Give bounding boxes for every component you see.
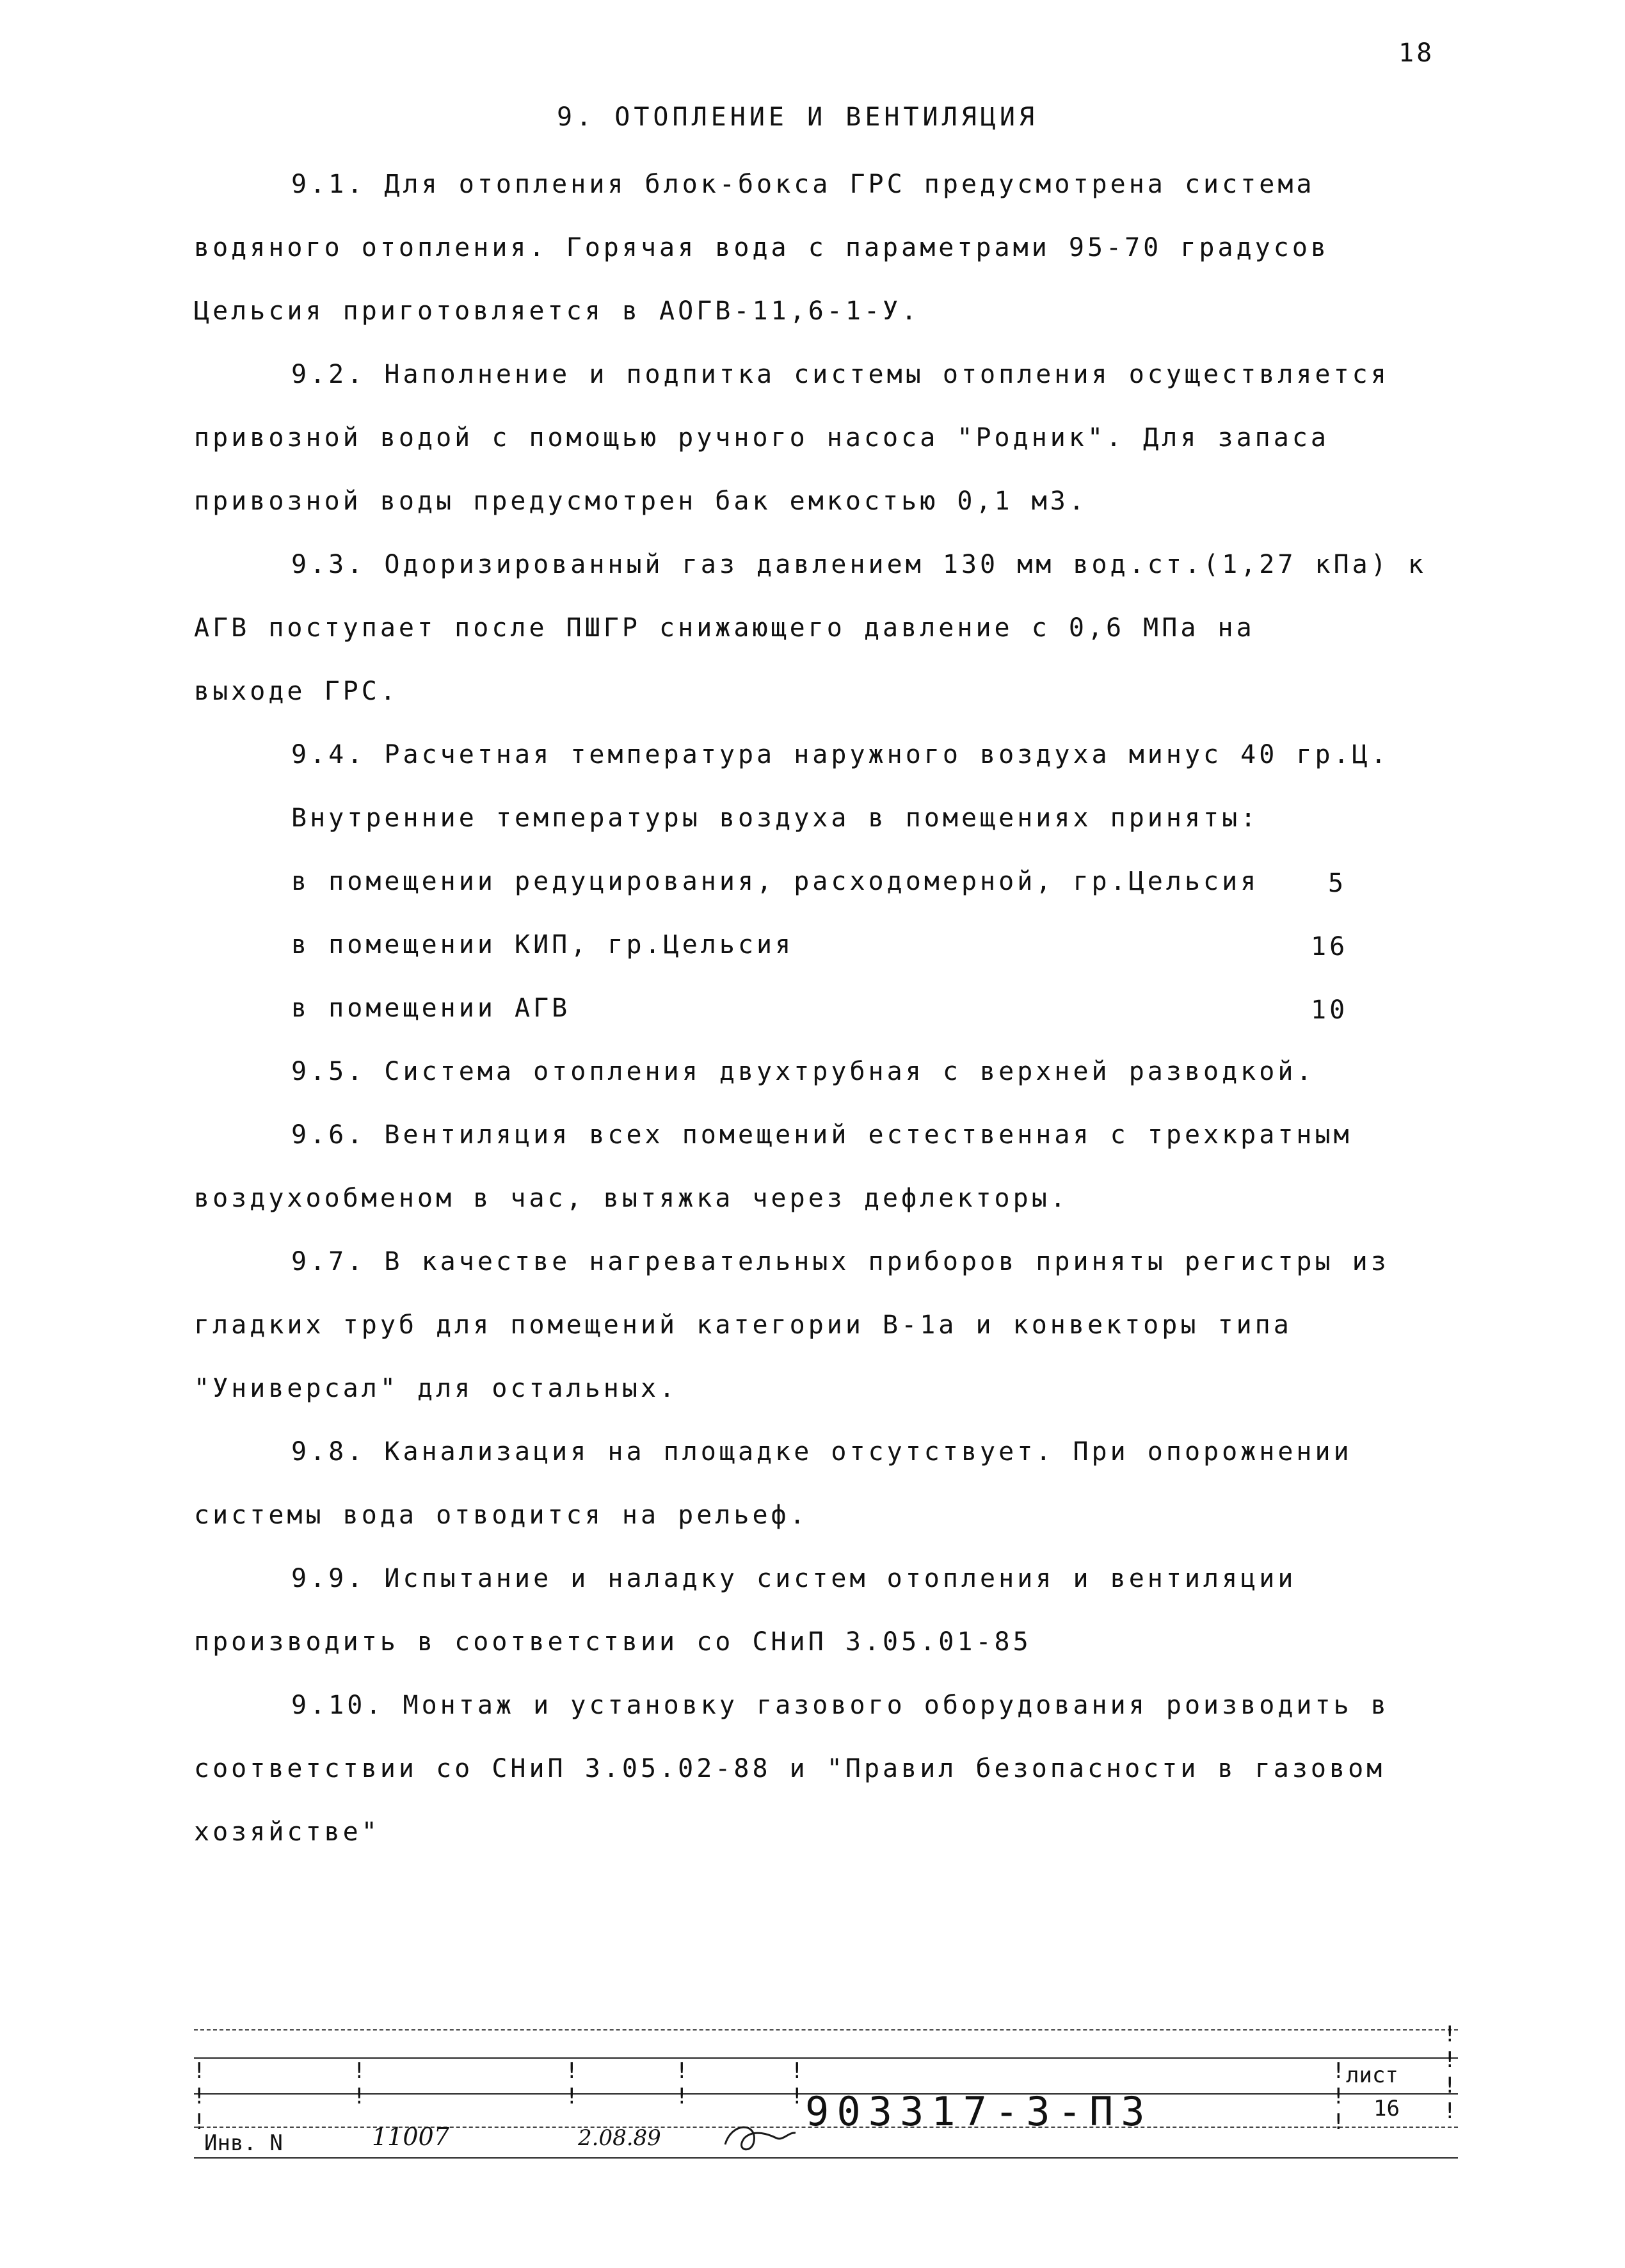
section-title: 9. ОТОПЛЕНИЕ И ВЕНТИЛЯЦИЯ bbox=[557, 102, 1039, 132]
text-line: производить в соответствии со СНиП 3.05.01-85 bbox=[194, 1627, 1032, 1657]
text-line: Внутренние температуры воздуха в помещениях приняты: bbox=[291, 803, 1260, 833]
stamp-divider: ! ! bbox=[675, 2058, 689, 2109]
text-line: в помещении редуцирования, расходомерной, гр.Цельсия bbox=[291, 867, 1260, 896]
stamp-divider: ! ! bbox=[353, 2058, 366, 2109]
text-line: 9.1. Для отопления блок-бокса ГРС предусмотрена система bbox=[291, 170, 1315, 199]
text-line: соответствии со СНиП 3.05.02-88 и "Правил безопасности в газовом bbox=[194, 1754, 1386, 1783]
text-line: привозной воды предусмотрен бак емкостью 0,1 м3. bbox=[194, 487, 1087, 516]
text-line: в помещении АГВ bbox=[291, 993, 571, 1023]
text-line: Цельсия приготовляется в АОГВ-11,6-1-У. bbox=[194, 296, 920, 326]
temperature-value: 16 bbox=[1311, 932, 1349, 961]
sheet-label: лист bbox=[1346, 2063, 1398, 2088]
document-code: 903317-3-ПЗ bbox=[805, 2088, 1153, 2135]
text-line: 9.7. В качестве нагревательных приборов приняты регистры из bbox=[291, 1247, 1389, 1276]
temperature-value: 5 bbox=[1328, 869, 1347, 898]
page-number: 18 bbox=[1398, 38, 1435, 68]
text-line: 9.3. Одоризированный газ давлением 130 мм вод.ст.(1,27 кПа) к bbox=[291, 550, 1427, 579]
text-line: 9.2. Наполнение и подпитка системы отопления осуществляется bbox=[291, 360, 1389, 389]
text-line: "Универсал" для остальных. bbox=[194, 1374, 678, 1403]
text-line: 9.9. Испытание и наладку систем отопления и вентиляции bbox=[291, 1564, 1297, 1593]
text-line: 9.5. Система отопления двухтрубная с верхней разводкой. bbox=[291, 1057, 1315, 1086]
stamp-line bbox=[194, 2157, 1458, 2159]
text-line: 9.8. Канализация на площадке отсутствует. При опорожнении bbox=[291, 1437, 1352, 1467]
text-line: 9.10. Монтаж и установку газового оборудования роизводить в bbox=[291, 1691, 1389, 1720]
handwritten-date: 2.08.89 bbox=[578, 2125, 661, 2151]
stamp-line bbox=[194, 2057, 1458, 2059]
text-line: хозяйстве" bbox=[194, 1817, 380, 1847]
stamp-divider: ! ! ! bbox=[193, 2058, 206, 2135]
stamp-divider: ! ! ! bbox=[1332, 2058, 1345, 2135]
text-line: выходе ГРС. bbox=[194, 677, 399, 706]
signature-mark bbox=[719, 2119, 802, 2157]
text-line: в помещении КИП, гр.Цельсия bbox=[291, 930, 794, 960]
text-line: 9.4. Расчетная температура наружного воздуха минус 40 гр.Ц. bbox=[291, 740, 1389, 769]
inventory-label: Инв. N bbox=[204, 2130, 283, 2156]
text-line: 9.6. Вентиляция всех помещений естественная с трехкратным bbox=[291, 1120, 1352, 1150]
stamp-divider: ! ! ! ! bbox=[1443, 2022, 1457, 2124]
stamp-divider: ! ! bbox=[565, 2058, 579, 2109]
stamp-divider: ! ! bbox=[790, 2058, 804, 2109]
text-line: гладких труб для помещений категории В-1а и конвекторы типа bbox=[194, 1310, 1292, 1340]
text-line: водяного отопления. Горячая вода с параметрами 95-70 градусов bbox=[194, 233, 1330, 262]
temperature-value: 10 bbox=[1311, 995, 1349, 1025]
sheet-number: 16 bbox=[1373, 2096, 1400, 2121]
text-line: воздухообменом в час, вытяжка через дефлекторы. bbox=[194, 1184, 1069, 1213]
inventory-number: 11007 bbox=[372, 2123, 449, 2151]
text-line: системы вода отводится на рельеф. bbox=[194, 1500, 808, 1530]
text-line: АГВ поступает после ПШГР снижающего давление с 0,6 МПа на bbox=[194, 613, 1255, 643]
text-line: привозной водой с помощью ручного насоса "Родник". Для запаса bbox=[194, 423, 1330, 453]
title-block-stamp bbox=[193, 2022, 1458, 2157]
stamp-top-line bbox=[194, 2029, 1458, 2031]
